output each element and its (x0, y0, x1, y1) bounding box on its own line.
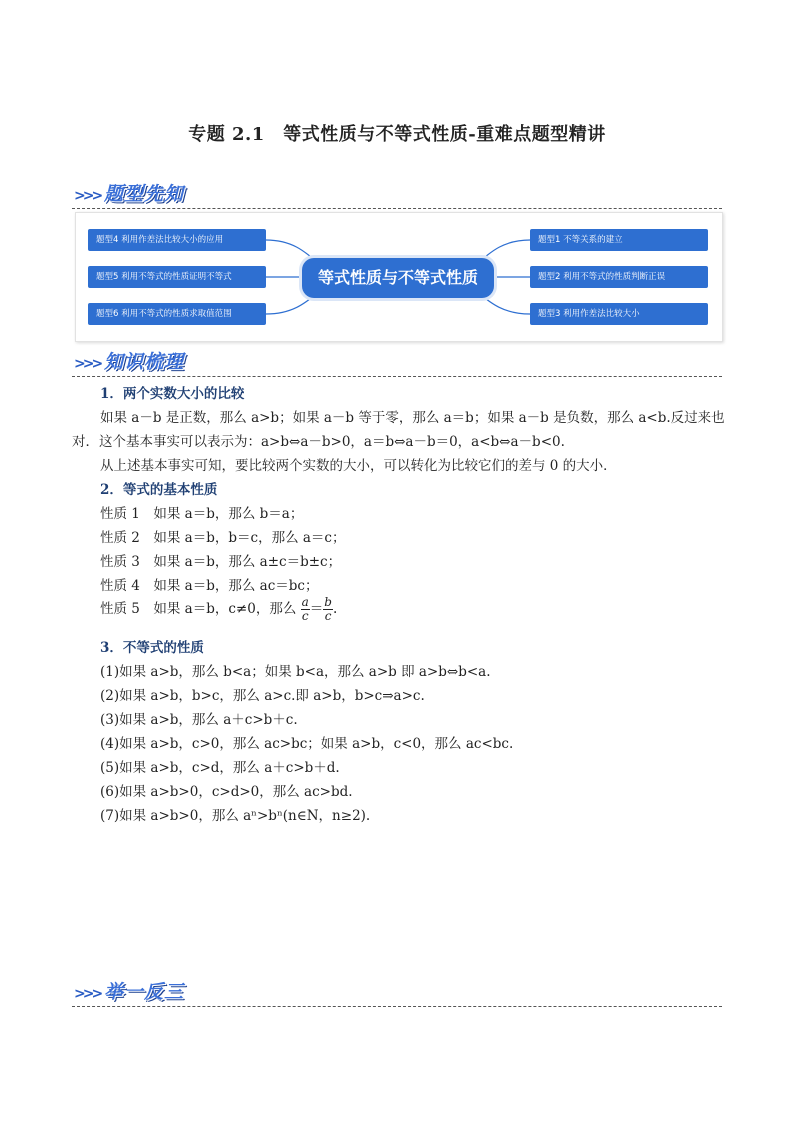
property-line: 性质 2 如果 a＝b，b＝c，那么 a＝c； (100, 530, 346, 546)
property-text: 性质 5 如果 a＝b，c≠0，那么 (100, 601, 297, 617)
fraction-numerator: a (301, 595, 309, 609)
property-line: 性质 4 如果 a＝b，那么 ac＝bc； (100, 578, 319, 594)
section-label: 题型先知 (104, 183, 185, 205)
inequality-line: (6)如果 a>b>0，c>d>0，那么 ac>bd. (100, 784, 353, 800)
inequality-line: (7)如果 a>b>0，那么 aⁿ>bⁿ(n∈N，n≥2). (100, 808, 371, 824)
equals-sign: ＝ (309, 601, 324, 617)
mindmap-node-type2: 题型2 利用不等式的性质判断正误 (530, 266, 708, 288)
section-header-knowledge (72, 348, 722, 377)
section-arrows-icon: >>> (74, 188, 101, 204)
inequality-line: (2)如果 a>b，b>c，那么 a>c.即 a>b，b>c⇒a>c. (100, 688, 425, 704)
property-line-fraction (72, 596, 337, 623)
section-header-examples (72, 978, 722, 1007)
property-line: 性质 1 如果 a＝b，那么 b＝a； (100, 506, 304, 522)
fraction-denominator: c (324, 609, 332, 623)
fraction-numerator: b (324, 595, 332, 609)
heading-real-compare: 1．两个实数大小的比较 (100, 386, 245, 402)
inequality-line: (5)如果 a>b，c>d，那么 a＋c>b＋d. (100, 760, 340, 776)
mindmap (75, 212, 723, 342)
mindmap-node-type6: 题型6 利用不等式的性质求取值范围 (88, 303, 266, 325)
fraction-denominator: c (301, 609, 309, 623)
fraction (323, 596, 333, 623)
inequality-line: (3)如果 a>b，那么 a＋c>b＋c. (100, 712, 298, 728)
mindmap-center: 等式性质与不等式性质 (302, 258, 494, 298)
paragraph-line: 对．这个基本事实可以表示为：a>b⇔a－b>0，a＝b⇔a－b＝0，a<b⇔a－b<0. (72, 434, 565, 450)
mindmap-node-type1: 题型1 不等关系的建立 (530, 229, 708, 251)
paragraph-line: 如果 a－b 是正数，那么 a>b；如果 a－b 等于零，那么 a＝b；如果 a－b 是负数，那么 a<b.反过来也 (100, 410, 725, 426)
section-arrows-icon: >>> (74, 986, 101, 1002)
mindmap-node-type5: 题型5 利用不等式的性质证明不等式 (88, 266, 266, 288)
section-header-overview (72, 180, 722, 209)
page-title: 专题 2.1 等式性质与不等式性质-重难点题型精讲 (188, 124, 606, 145)
inequality-line: (4)如果 a>b，c>0，那么 ac>bc；如果 a>b，c<0，那么 ac<bc. (100, 736, 514, 752)
section-label: 知识梳理 (104, 351, 185, 373)
section-label: 举一反三 (104, 981, 185, 1003)
heading-equality-props: 2．等式的基本性质 (100, 482, 218, 498)
property-line: 性质 3 如果 a＝b，那么 a±c＝b±c； (100, 554, 342, 570)
inequality-line: (1)如果 a>b，那么 b<a；如果 b<a，那么 a>b 即 a>b⇔b<a. (100, 664, 491, 680)
heading-inequality-props: 3．不等式的性质 (100, 640, 204, 656)
mindmap-node-type4: 题型4 利用作差法比较大小的应用 (88, 229, 266, 251)
paragraph-line: 从上述基本事实可知，要比较两个实数的大小，可以转化为比较它们的差与 0 的大小． (100, 458, 617, 474)
section-arrows-icon: >>> (74, 356, 101, 372)
period: . (332, 601, 338, 617)
fraction (301, 596, 310, 623)
mindmap-node-type3: 题型3 利用作差法比较大小 (530, 303, 708, 325)
